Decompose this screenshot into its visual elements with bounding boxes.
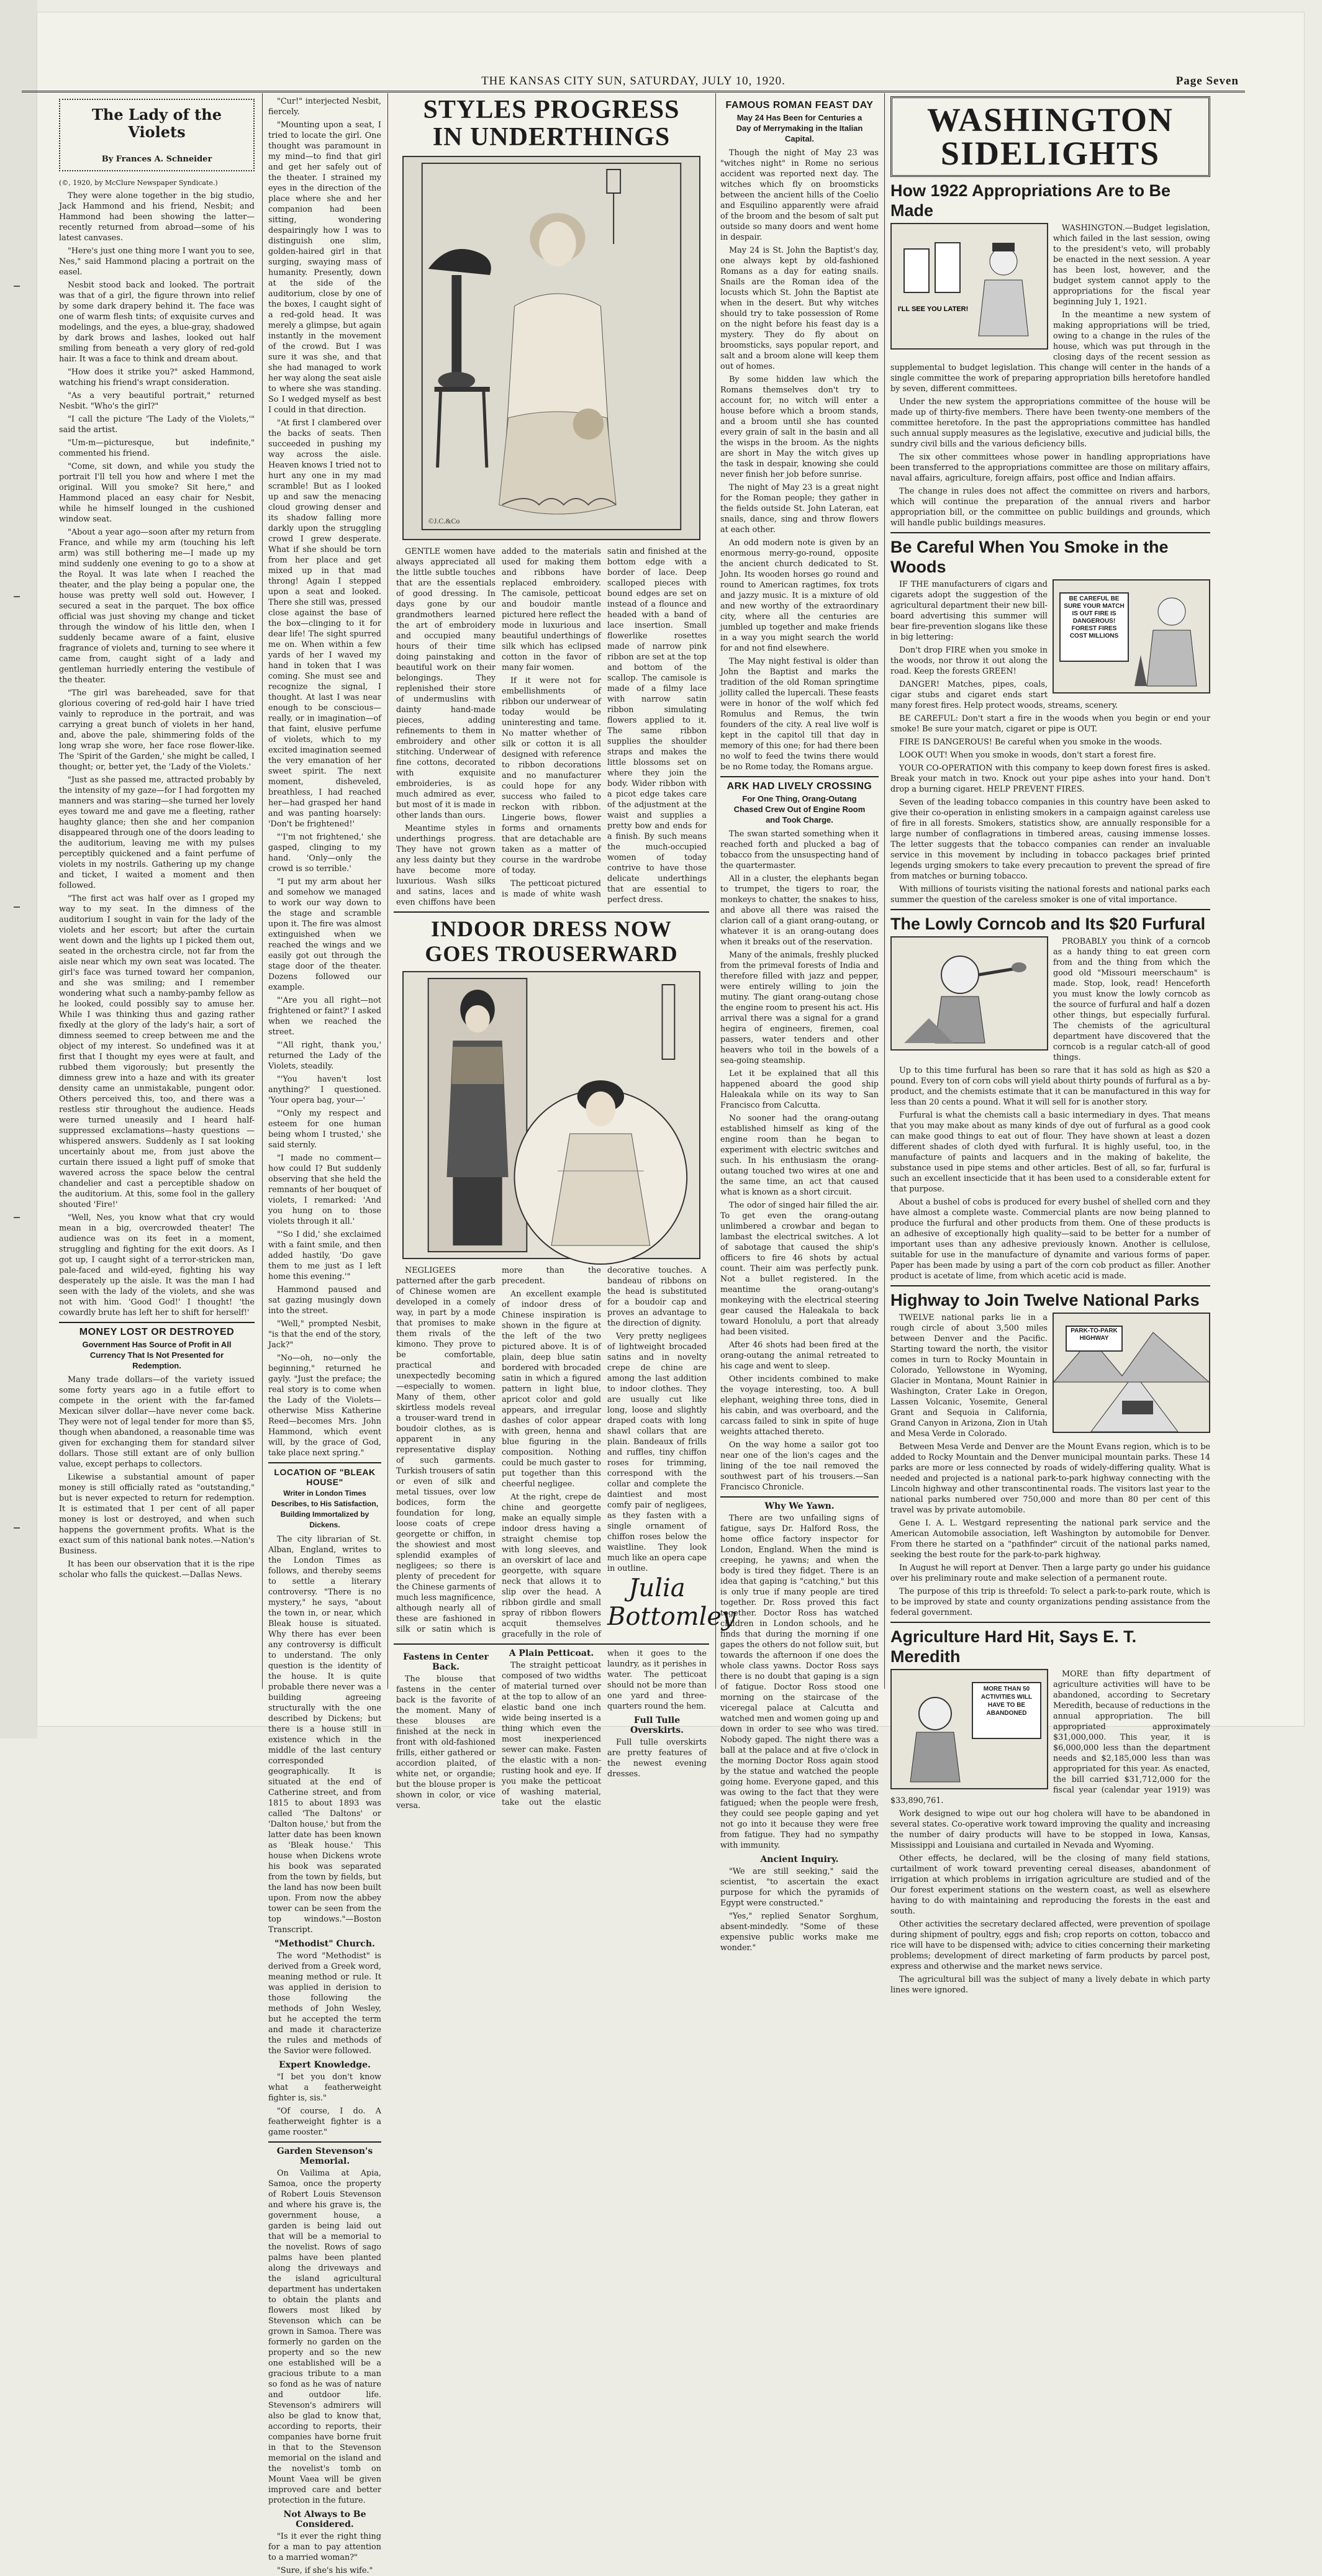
paragraph: GENTLE women have always appreciated all the little subtle touches that are the essentials of good dressing. In days gone by our grandmothers learned the art of embroidery and occupied many hours of their time doing painstaking and beautiful work on their belongings. They replenished their store of undermuslins with dainty hand-made pieces, adding refinements to them in embroidery and other stitching. Underwear of fine cottons, decorated with exquisite embroideries, is as much admired as ever, but most of it is made in other lands than ours. bbox=[396, 547, 496, 820]
paragraph: "Of course, I do. A featherweight fighter is a game rooster." bbox=[268, 2107, 381, 2137]
title-line-2: SIDELIGHTS bbox=[940, 135, 1161, 172]
paragraph: With millions of tourists visiting the national forests and national parks each summer the question of the careless smoker is one of vital importance. bbox=[890, 885, 1210, 905]
negligee-illustration bbox=[402, 971, 700, 1259]
ark-body bbox=[720, 829, 879, 1493]
column-3 bbox=[394, 96, 736, 1810]
paragraph: "I put my arm about her and somehow we managed to work our way down to the stage and scramble upon it. The fire was almost extinguished when we reached the wings and we easily got out through the stage door of the theater. Dozens followed our example. bbox=[268, 877, 381, 992]
indoor-body bbox=[394, 1265, 736, 1640]
paragraph: Very pretty negligees of lightweight brocaded satins and in novelty crepe de chine are among the last addition to indoor clothes. They are usually cut like long, loose and slightly draped coats with long shawl collars that are plain. Bandeaux of frills and ruffles, tiny chiffon roses for trimming, correspond with the collar and complete the daintiest and most comfy pair of negligees, as they fasten with a single ornament of chiffon roses below the waistline. They look much like an opera cape in outline. bbox=[607, 1332, 707, 1573]
masthead-title: THE KANSAS CITY SUN, SATURDAY, JULY 10, 1920. bbox=[481, 75, 786, 88]
paragraph: The change in rules does not affect the committee on rivers and harbors, which will continue the preparation of the annual rivers and harbor appropriation bill, or the committee on public buildings and grounds, which will handle public buildings measures. bbox=[890, 487, 1210, 528]
roman-subhead: May 24 Has Been for Centuries a Day of Merrymaking in the Italian Capital. bbox=[736, 113, 863, 143]
paragraph: Between Mesa Verde and Denver are the Mount Evans region, which is to be added to Rocky Mountain and the Denver municipal mountain parks. These 14 parks are more or less connected by roads of widely-differing quality. What is needed and projected is a national park-to-park highway connecting with the Lincoln highway and other transcontinental roads. The visitors last year to the national parks numbered over 750,000 and more than 80 per cent of this travel was by private automobile. bbox=[890, 1442, 1210, 1515]
paragraph: In the meantime a new system of making appropriations will be tried, owing to a change in the rules of the house, which was put through in the closing days of the recent session as supplemental to budget legislation. This change will center in the hands of a single committee the work of preparing appropriation bills heretofore handled by seven, different committees. bbox=[890, 310, 1210, 394]
paragraph: Meantime styles in underthings progress. They have not grown any less dainty but they have become more luxurious. Wash silks and satins, laces and even chiffons have been added to the materials used for making them and ribbons have replaced embroidery. The camisole, petticoat and boudoir mantle pictured here reflect the mode in luxurious and beautiful underthings of silk which has eclipsed cotton in the favor of many fair women. bbox=[396, 547, 601, 907]
bleak-house-subhead: Writer in London Times Describes, to His Satisfaction, Building Immortalized by Dickens. bbox=[271, 1489, 379, 1529]
ark-headline: ARK HAD LIVELY CROSSING bbox=[727, 781, 872, 792]
paragraph: "Yes," replied Senator Sorghum, absent-mindedly. "Some of these expensive public works make me wonder." bbox=[720, 1912, 879, 1953]
paragraph: The purpose of this trip is threefold: To select a park-to-park route, which is to be improved by state and county organizations pending assistance from the federal government. bbox=[890, 1587, 1210, 1617]
roman-headline: FAMOUS ROMAN FEAST DAY bbox=[725, 100, 874, 111]
plain-petticoat-body: The straight petticoat composed of two widths of material turned over at the top to allow of an elastic band one inch wide being inserted is a thing which even the most inexperienced sewer can make. Fasten the elastic with a non-rusting hook and eye. If you make the petticoat of washing material, take out the elastic when it goes to the laundry, as it perishes in water. The petticoat should not be more than one yard and three-quarters round the hem. bbox=[502, 1649, 707, 1807]
bottom-notes bbox=[394, 1648, 709, 1811]
paragraph: About a bushel of cobs is produced for every bushel of shelled corn and they have almost a complete waste. Commercial plants are now being planned to produce the furfural and other products from them. One of these products is an adhesive of exceptionally high quality—said to be better for a number of important uses than any adhesive previously known. Another is cellulose, suitable for use in the manufacture of dynamite and various forms of paper. Paper has been made by using a part of the corn cob product as filler. Another product is acetate of lime, from which acetic acid is made. bbox=[890, 1198, 1210, 1281]
paragraph: Seven of the leading tobacco companies in this country have been asked to give their co-operation in enlisting smokers in a campaign against careless use of fire in all forests. Smokers, statistics show, are annually responsible for a large number of conflagrations in timbered areas, causing immense losses. The letter suggests that the tobacco companies can render an invaluable service in this movement by including in tobacco packages brief printed legends urging smokers to take every precaution to prevent the spread of fire from matches or burning tobacco. bbox=[890, 798, 1210, 881]
ancient-headline: Ancient Inquiry. bbox=[760, 1855, 839, 1864]
styles-headline: STYLES PROGRESS IN UNDERTHINGS bbox=[423, 96, 680, 151]
paragraph: There are two unfailing signs of fatigue, says Dr. Halford Ross, the home office factory inspector for London, England. When the mind is creeping, he yawns; and when the body is tired they fidget. There is an idea that gaping is "catching," but this is only true if many people are tired together. Dr. Ross proved this fact together. Doctor Ross has watched children in London schools, and he finds that during the morning if one gapes the others do not follow suit, but towards the afternoon if one does the whole class yawns. Doctor Ross says there is no doubt that gaping is a sign of fatigue. Doctor Ross stood one morning on the staircase of the viceregal palace at Calcutta and watched men and women going up and down in order to see who was tired. Nobody gaped. The night there was a ball at the palace and at five o'clock in the morning Doctor Ross again stood by the statue and watched the people going home. Everyone gaped, and this was owing to the fact that they were fatigued; when the people were fresh, they could see people gaping and yet not go into it because they were free from fatigue. They had no sympathy with immunity. bbox=[720, 1514, 879, 1850]
paragraph: "'I'm not frightened,' she gasped, clinging to my hand. 'Only—only the crowd is so terrible.' bbox=[268, 833, 381, 874]
paragraph: "Um-m—picturesque, but indefinite," commented his friend. bbox=[59, 438, 255, 458]
paragraph: WASHINGTON.—Budget legislation, which failed in the last session, owing to the president's veto, will probably be enacted in the next session. A year has been lost, however, and the budget system cannot apply to the appropriations for the fiscal year beginning July 1, 1921. bbox=[1053, 224, 1210, 307]
paragraph: The city librarian of St. Alban, England, writes to the London Times as follows, and thereby seems to settle a literary controversy. "There is no mystery," he says, "about the town in, or near, which Bleak house is situated. Why there has ever been any controversy is difficult to understand. The only question is the identity of the house. It is quite probable there never was a building agreeing structurally with the one described by Dickens; but there is a house still in existence which in the middle of the last century corresponded geographically. It is situated at the end of Catherine street, and from 1815 to about 1893 was called 'The Daltons' or 'Dalton house,' but from the latter date has been known as 'Bleak house.' This house when Dickens wrote his book was separated from the town by fields, but the land has now been built upon. From now the abbey tower can be seen from the top windows."—Boston Transcript. bbox=[268, 1535, 381, 1935]
paragraph: FIRE IS DANGEROUS! Be careful when you smoke in the woods. bbox=[899, 738, 1162, 747]
expert-body bbox=[268, 2072, 381, 2138]
paragraph: BE CAREFUL: Don't start a fire in the woods when you begin or end your smoke! Be sure your match, cigaret or pipe is OUT. bbox=[890, 714, 1210, 734]
not-always-body bbox=[268, 2531, 381, 2576]
paragraph: Other incidents combined to make the voyage interesting, too. A bull elephant, weighing three tons, died in his cabin, and was overboard, and the carcass failed to sink in spite of huge weights attached thereto. bbox=[720, 1375, 879, 1437]
washington-sidelights-title bbox=[890, 96, 1210, 177]
highway-sign: PARK-TO-PARK HIGHWAY bbox=[1071, 1327, 1118, 1342]
paragraph: "Cur!" interjected Nesbit, fiercely. bbox=[268, 97, 381, 117]
tulle-body: Full tulle overskirts are pretty features of the newest evening dresses. bbox=[607, 1738, 707, 1779]
paragraph: Other effects, he declared, will be the closing of many field stations, curtailment of work toward preventing cereal diseases, abandonment of irrigation at which problems in irrigation agriculture are studied and of the Our forest experiment stations on the western coast, as well as elsewhere having to do with maintaining and reproducing the forests in the east and south. bbox=[890, 1854, 1210, 1916]
paragraph: "At first I clambered over the backs of seats. Then succeeded in pushing my way across the aisle. Heaven knows I tried not to hurt any one in my mad scramble! But as I looked up and saw the menacing cloud growing denser and its shadow falling more darkly upon the struggling crowd I grew desperate. What if she should be torn from her place and get mixed up in that mad throng! Again I stepped upon a seat and looked. There she still was, pressed close against the base of the box—clinging to it for dear life! The sight spurred me on. When within a few yards of her I waved my hand in token that I was coming. She must see and recognize the signal, I thought. At last I was near enough to be conscious—really, or in imagination—of that faint, elusive perfume of violets, which to my excited imagination seemed the very emanation of her sweet spirit. The next moment, disheveled, breathless, I had reached her—had grasped her hand and was panting hoarsely: 'Don't be frightened!' bbox=[268, 418, 381, 829]
paragraph: "Come, sit down, and while you study the portrait I'll tell you how and where I met the original. Will you smoke? Sit here," and Hammond placed an easy chair for Nesbit, while he himself lounged in the cushioned window seat. bbox=[59, 462, 255, 524]
fastens-headline: Fastens in Center Back. bbox=[403, 1652, 489, 1672]
agriculture-sign: MORE THAN 50 ACTIVITIES WILL HAVE TO BE ABANDONED bbox=[980, 1686, 1033, 1717]
paragraph: Under the new system the appropriations committee of the house will be made up of thirty-five members. There have been twenty-one members of the committee heretofore. In the past the appropriations committee has handled such annual supply measures as the legislative, executive and judicial bills, the sundry civil bills and the various deficiency bills. bbox=[890, 397, 1210, 449]
paragraph: Many trade dollars—of the variety issued some forty years ago in a futile effort to compete in the orient with the far-famed Mexican silver dollar—have never come back. They were not of legal tender for more than $5, though when abandoned, a reasonable time was given for exchanging them for standard silver dollars. Those still extant are of only bullion value, except perhaps to collectors. bbox=[59, 1375, 255, 1469]
paragraph: They were alone together in the big studio, Jack Hammond and his friend, Nesbit; and Hammond had been showing the latter—recently returned from abroad—some of his latest canvases. bbox=[59, 191, 255, 243]
paragraph: On the way home a sailor got too near one of the lion's cages and the lining of the toe nail removed the southwest part of his trousers.—San Francisco Chronicle. bbox=[720, 1440, 879, 1492]
paragraph: "I call the picture 'The Lady of the Violets,'" said the artist. bbox=[59, 415, 255, 435]
appropriations-headline: How 1922 Appropriations Are to Be Made bbox=[890, 181, 1171, 220]
yawn-body bbox=[720, 1513, 879, 1851]
tulle-headline: Full Tulle Overskirts. bbox=[630, 1715, 684, 1735]
paragraph: LOOK OUT! When you smoke in woods, don't start a forest fire. bbox=[899, 751, 1156, 760]
agriculture-headline: Agriculture Hard Hit, Says E. T. Meredith bbox=[890, 1627, 1137, 1666]
paragraph: MORE than fifty department of agriculture activities will have to be abandoned, according to Secretary Meredith, because of reductions in the annual appropriation. The bill appropriated approximately $31,000,000. This year, it is $6,000,000 less than the department needs and $2,185,000 less than was appropriated for this year. As enacted, the bill carried $31,712,000 for the fiscal year (calendar year 1919) was $33,890,761. bbox=[890, 1670, 1210, 1805]
paragraph: "Here's just one thing more I want you to see, Nes," said Hammond placing a portrait on the easel. bbox=[59, 246, 255, 277]
corncob-cartoon bbox=[890, 936, 1048, 1051]
highway-headline: Highway to Join Twelve National Parks bbox=[890, 1291, 1200, 1309]
paragraph: PROBABLY you think of a corncob as a handy thing to eat green corn from and the thing from which the good old "Missouri meerschaum" is made. Stop, look, read! Henceforth you must know the lowly corncob as the source of furfural and half a dozen other things, but especially furfural. The chemists of the agricultural department have discovered that the corncob is a regular catch-all of good things. bbox=[1053, 937, 1210, 1062]
fastens-body: The blouse that fastens in the center back is the favorite of the moment. Many of these blouses are finished at the neck in front with old-fashioned frills, either gathered or accordion plaited, of white net, or organdie; but the blouse proper is shown in color, or vice versa. bbox=[396, 1674, 496, 1810]
paragraph: No sooner had the orang-outang established himself as king of the engine room than he began to experiment with electric switches and such. In his enthusiasm the orang-outang touched two wires at one and the same time, an act that caused what is known as a short circuit. bbox=[720, 1114, 879, 1197]
illustration-credit: ©J.C.&Co bbox=[428, 516, 460, 526]
signature: Julia Bottomley bbox=[607, 1574, 736, 1631]
paragraph: An excellent example of indoor dress of Chinese inspiration is shown in the figure at the left of the two pictured above. It is of plain, deep blue satin bordered with brocaded satin in which a figured pattern in light blue, apricot color and gold appears, and irregular dashes of color appear with green, henna and blue figuring in the composition. Nothing could be much gaster to put together than this cheerful negligee. bbox=[502, 1290, 601, 1489]
agriculture-cartoon bbox=[890, 1669, 1048, 1789]
paragraph: Don't drop FIRE when you smoke in the woods, nor throw it out along the road. Keep the forests GREEN! bbox=[890, 646, 1048, 676]
column-4 bbox=[720, 96, 879, 1953]
paragraph: The night of May 23 is a great night for the Roman people; they gather in the fields outside St. John Lateran, eat snails, dance, sing and throw flowers at each other. bbox=[720, 483, 879, 535]
bleak-house-body bbox=[268, 1534, 381, 1935]
paragraph: After 46 shots had been fired at the orang-outang the animal retreated to his cage and went to sleep. bbox=[720, 1340, 879, 1371]
story-title-box bbox=[59, 99, 255, 171]
roman-body bbox=[720, 148, 879, 772]
title-line-1: WASHINGTON bbox=[926, 101, 1174, 138]
money-subhead: Government Has Source of Profit in All Currency That Is Not Presented for Redemption. bbox=[82, 1340, 232, 1370]
careful-headline: Be Careful When You Smoke in the Woods bbox=[890, 538, 1169, 576]
highway-cartoon bbox=[1053, 1313, 1210, 1433]
paragraph: An odd modern note is given by an enormous merry-go-round, opposite the ancient church dedicated to St. John. Its wooden horses go round and round to American ragtimes, fox trots and jazzy music. It is a mixture of old and new worthy of the extraordinary city, where all the centuries are jumbled up together and make friends in a way you might search the world for and not find elsewhere. bbox=[720, 538, 879, 653]
page-binding bbox=[0, 0, 37, 1738]
paragraph: Hammond paused and sat gazing musingly down into the street. bbox=[268, 1285, 381, 1316]
ark-subhead: For One Thing, Orang-Outang Chased Crew Out of Engine Room and Took Charge. bbox=[733, 794, 866, 825]
column-1 bbox=[59, 96, 255, 1711]
masthead bbox=[22, 73, 1245, 93]
paragraph: The petticoat pictured is made of white wash satin and finished at the bottom edge with a border of lace. Deep scalloped pieces with bound edges are set on instead of a flounce and headed with a band of lace insertion. Small flowerlike rosettes made of narrow pink ribbon are set at the top and bottom of the scallop. The camisole is made of a filmy lace with narrow satin ribbon simulating flowers applied to it. The same ribbon supplies the shoulder straps and makes the little blossoms set on where they join the body. Wider ribbon with a picot edge takes care of the adjustment at the waist and supplies a pretty bow and ends for a finish. By such means the much-occupied women of today contrive to have those delicate underthings that are essential to perfect dress. bbox=[502, 547, 707, 905]
warning-sign: BE CAREFUL BE SURE YOUR MATCH IS OUT FIRE IS DANGEROUS! FOREST FIRES COST MILLIONS bbox=[1064, 595, 1125, 639]
paragraph: "The girl was bareheaded, save for that glorious covering of red-gold hair I have tried vainly to reproduce in the portrait, and was carrying a great bunch of violets in her hand, and, above the pale, shimmering folds of the long wrap she wore, her face rose flower-like. The 'Spirit of the Garden,' she might be called, I thought; or, better yet, the 'Lady of the Violets.' bbox=[59, 689, 255, 772]
paragraph: Nesbit stood back and looked. The portrait was that of a girl, the figure thrown into relief by some dark drapery behind it. The face was one of warm flesh tints; of exquisite curves and modelings, and the eyes, a blue-gray, shadowed by dark brows and lashes, looked out half smiling from beneath a very glory of red-gold hair. It was a face to think and dream about. bbox=[59, 281, 255, 364]
appropriations-cartoon bbox=[890, 223, 1048, 350]
expert-headline: Expert Knowledge. bbox=[279, 2060, 371, 2070]
paragraph: NEGLIGEES patterned after the garb of Chinese women are developed in a comely way, in part by a mode that promises to make them rivals of the kimono. They prove to be comfortable, practical and unexpectedly becoming—especially to women. Many of them, other skirtless models reveal a trouser-ward trend in boudoir clothes, as is apparent in any representative display of such garments. Turkish trousers of satin or even of silk and metal tissues, over low bodices, form the foundation for long, loose coats of crepe georgette or chiffon, in the showiest and most splendid examples of negligees; so there is plenty of precedent for the Chinese garments of much less magnificence, although nearly all of these are fashioned in silk or satin which is more than the precedent. bbox=[396, 1266, 601, 1634]
paragraph: Gene I. A. L. Westgard representing the national park service and the American Automobile association, left Washington by automobile for Denver. From there he started on a "pathfinder" circuit of the national parks named, seeking the best route for the park-to-park highway. bbox=[890, 1519, 1210, 1560]
paragraph: "As a very beautiful portrait," returned Nesbit. "Who's the girl?" bbox=[59, 391, 255, 411]
story-byline: By Frances A. Schneider bbox=[101, 155, 212, 164]
paragraph: "How does it strike you?" asked Hammond, watching his friend's wrapt consideration. bbox=[59, 368, 255, 387]
paragraph: May 24 is St. John the Baptist's day, one always kept by old-fashioned Romans as a day for eating snails. Snails are the Roman idea of the locusts which St. John the Baptist ate when in the desert. But why witches should try to take possession of Rome on the night before his feast day is a mystery. They do fly about on broomsticks, says popular report, and salt and a broom alone will keep them out of homes. bbox=[720, 246, 879, 371]
corncob-headline: The Lowly Corncob and Its $20 Furfural bbox=[890, 915, 1206, 933]
story-title: The Lady of the Violets bbox=[92, 106, 222, 141]
bleak-house-headline: LOCATION OF "BLEAK HOUSE" bbox=[274, 1467, 376, 1487]
lingerie-illustration bbox=[402, 156, 700, 540]
money-headline: MONEY LOST OR DESTROYED bbox=[79, 1327, 235, 1337]
paragraph: "No—oh, no—only the beginning," returned he gayly. "Just the preface; the real story is to come when the Lady of the Violets—otherwise Miss Katherine Reed—becomes Mrs. John Hammond, which event will, by the grace of God, take place next spring." bbox=[268, 1354, 381, 1458]
paragraph: "Just as she passed me, attracted probably by the intensity of my gaze—for I had forgotten my manners and was staring—she turned her lovely eyes toward me and gave me a fleeting, rather haughty glance; then she and her companion disappeared through one of the doors leading to the auditorium, leaving me with my pulses perceptibly quickened and a faint perfume of violets in my nostrils. Gathering up my change and ticket, I waited a moment and then followed. bbox=[59, 775, 255, 890]
paragraph: "'You haven't lost anything?' I questioned. 'Your opera bag, your—' bbox=[268, 1075, 381, 1105]
garden-body: On Vailima at Apia, Samoa, once the property of Robert Louis Stevenson and where his grave is, the government house, a garden is being laid out that will be a memorial to the novelist. Rows of sago palms have been planted along the driveways and the island agricultural department has undertaken to obtain the plants and flowers most liked by Stevenson which can be grown in Samoa. There was formerly no garden on the property and so the new one established will be a gracious tribute to a man so fond as he was of nature and outdoor life. Stevenson's admirers will also be glad to know that, according to reports, their companies have borne fruit in that to the Stevenson memorial on the island and the novelist's tomb on Mount Vaea will be given improved care and better protection in the future. bbox=[268, 2169, 381, 2505]
paragraph: YOUR CO-OPERATION with this company to keep down forest fires is asked. Break your match in two. Knock out your pipe ashes into your hand. Don't drop a burning cigaret. HELP PREVENT FIRES. bbox=[890, 764, 1210, 794]
cartoon-caption: I'LL SEE YOU LATER! bbox=[898, 305, 969, 313]
paragraph: "Well," prompted Nesbit, "is that the end of the story, Jack?" bbox=[268, 1319, 381, 1350]
paragraph: TWELVE national parks lie in a rough circle of about 3,500 miles between Denver and the Pacific. Starting toward the north, the visitor comes in turn to Rocky Mountain in Colorado, Yellowstone in Wyoming, Glacier in Montana, Mount Rainier in Washington, Crater Lake in Oregon, Lassen Volcanic, Yosemite, General Grant and Sequoia in California, Grand Canyon in Arizona, Zion in Utah and Mesa Verde in Colorado. bbox=[890, 1313, 1048, 1439]
story-body bbox=[59, 191, 255, 1318]
ancient-body bbox=[720, 1866, 879, 1953]
plain-petticoat-headline: A Plain Petticoat. bbox=[509, 1648, 594, 1658]
paragraph: The agricultural bill was the subject of many a lively debate in which party lines were ignored. bbox=[890, 1975, 1210, 1995]
methodist-body: The word "Methodist" is derived from a Greek word, meaning method or rule. It was applied in derision to those following the methods of John Wesley, but he accepted the term and made it characterize the rules and methods of the Savior were followed. bbox=[268, 1951, 381, 2056]
paragraph: Though the night of May 23 was "witches night" in Rome no serious accident was reported next day. The witches which fly on broomsticks between the ancient hills of the Coelio and Esquilino apparently were afraid of the broom and the besom of salt put outside so many doors and went home in despair. bbox=[720, 148, 879, 242]
paragraph: Up to this time furfural has been so rare that it has sold as high as $20 a pound. Every ton of corn cobs will yield about thirty pounds of furfural as a by-product, and the chemists estimate that it can be manufactured in this way for less than 20 cents a pound. What it will sell for is another story. bbox=[890, 1066, 1210, 1107]
paragraph: Work designed to wipe out our hog cholera will have to be abandoned in several states. Co-operative work toward improving the quality and increasing the number of dairy products will have to be stopped in Iowa, Kansas, Mississippi and Louisiana and curtailed in Nevada and Wyoming. bbox=[890, 1809, 1210, 1850]
paragraph: "About a year ago—soon after my return from France, and while my arm (touching his left arm) was still bothering me—I made up my mind suddenly one evening to go to a show at the Royal. It was late when I reached the theater, and the play being a popular one, the house was pretty well sold out. However, I secured a seat in the parquet. The box office official was just shoving my change and ticket through the window of his little den, when I suddenly became aware of a faint, elusive fragrance of violets and, turning to see where it came from, caught sight of a lady and gentleman hurriedly entering the vestibule of the theater. bbox=[59, 528, 255, 685]
paragraph: The swan started something when it reached forth and plucked a bag of tobacco from the unsuspecting hand of the quartermaster. bbox=[720, 829, 879, 870]
paragraph: Furfural is what the chemists call a basic intermediary in dyes. That means that you may make about as many kinds of dye out of furfural as a good cook can make good things to eat out of flour. They have shown at least a dozen different shades of cloth dyed with furfural. It is highly useful, too, in the manufacture of paints and lacquers and in the making of bakelite, the substance used in pipe stems and other articles. Best of all, so far, furfural is such an excellent insecticide that it has been used to a considerable extent for that purpose. bbox=[890, 1111, 1210, 1194]
paragraph: By some hidden law which the Romans themselves don't try to account for, no witch will enter a house before which a broom stands, and a broom until she has counted every grain of salt in the basin and all the wisps in the broom. As the nights are short in May the witch gives up the task in despair, knowing she could never finish her job before sunrise. bbox=[720, 375, 879, 479]
paragraph: The May night festival is older than John the Baptist and marks the tradition of the old Roman springtime jollity called the lupercali. These feasts were in honor of the wolf which fed Romulus and Remus, the twin founders of the city. A real live wolf is kept in the capitol till that day in memory of this one; for had there been no wolf to feed the twins there would be no Rome today, the Romans argue. bbox=[720, 657, 879, 772]
column-2 bbox=[268, 96, 381, 2575]
methodist-headline: "Methodist" Church. bbox=[274, 1939, 375, 1949]
paragraph: "I made no comment—how could I? But suddenly observing that she held the remnants of her bouquet of violets, I remarked: 'And you hung on to those violets through it all.' bbox=[268, 1154, 381, 1226]
paragraph: "Is it ever the right thing for a man to pay attention to a married woman?" bbox=[268, 2532, 381, 2562]
paragraph: The odor of singed hair filled the air. To get even the orang-outang unlimbered a crowbar and began to lambast the electrical switches. A lot of sabotage that caused the ship's officers to fire 46 shots by actual count. Their aim was perfectly punk. Not a bullet registered. In the meantime the orang-outang's monkeying with the electrical steering gear caused the Haleakala to back toward Honolulu, a port that already had been visited. bbox=[720, 1201, 879, 1337]
money-body bbox=[59, 1375, 255, 1580]
paragraph: All in a cluster, the elephants began to trumpet, the tigers to roar, the monkeys to chatter, the snakes to hiss, and above all there was raised the clarion call of a giant orang-outang, or whatever it is an orang-outang does when it breaks out of the reservation. bbox=[720, 874, 879, 947]
paragraph: If it were not for embellishments of ribbon our underwear of today would be uninteresting and tame. No matter whether of silk or cotton it is all designed with reference to ribbon decorations and no manufacturer could hope for any success who failed to reckon with ribbon. Lingerie bows, flower forms and ornaments that are detachable are taken as a matter of course in the wardrobe of today. bbox=[502, 676, 601, 875]
paragraph: "We are still seeking," said the scientist, "to ascertain the exact purpose for which the pyramids of Egypt were constructed." bbox=[720, 1867, 879, 1908]
paragraph: "The first act was half over as I groped my way to my seat. In the dimness of the auditorium I sought in vain for the lady of the violets and her escort; but after the curtain went down and the lights up I picked them out, seated in the orchestra circle, not far from the aisle near which my own seat was located. The girl's face was turned toward her companion, and she was smiling; and I remember wondering what such a namby-pamby fellow as he looked, could possibly say to amuse her. While I was thinking thus and gazing rather fixedly at the glory of the lady's hair, a sort of dimness seemed to creep between me and the object of my interest. So undefined was it at first that I thought my eyes were at fault, and rubbed them vigorously; but presently the dimness grew into a haze and with its greater density came an unmistakable, pungent odor. Others perceived this, too, and there was a restless stir throughout the audience. Heads were turned uneasily and I heard half-suppressed exclamations—hasty questions — whispered answers. Suddenly as I sat looking uncertainly about me, from just above the curtain there issued a light puff of smoke that wavered across the space below the central chandelier and cast a perceptible shadow on the auditorium. At this, some fool in the gallery shouted 'Fire!' bbox=[59, 894, 255, 1209]
forest-fire-cartoon bbox=[1053, 579, 1210, 694]
column-5 bbox=[890, 96, 1210, 1995]
story-continuation bbox=[268, 96, 381, 1458]
paragraph: "Mounting upon a seat, I tried to locate the girl. One thought was paramount in my mind—to find that girl and get her safely out of the theater. I strained my eyes in the direction of the place where she and her companion had been sitting, wondering despairingly how I was to distinguish one slim, golden-haired girl in that surging, swaying mass of humanity. Presently, down at the side of the auditorium, close by one of the boxes, I caught sight of a red-gold head. It was merely a glimpse, but again instantly in the movement of the crowd. But I was sure it was she, and that she had managed to work her way along the seat aisle to where she was standing. So I wedged myself as best I could in that direction. bbox=[268, 120, 381, 415]
paragraph: "'So I did,' she exclaimed with a faint smile, and then added hastily, 'Do gave them to me just as I left home this evening.'" bbox=[268, 1230, 381, 1281]
paragraph: Many of the animals, freshly plucked from the primeval forests of India and therefore filled with jazz and pepper, were entirely willing to join the mutiny. The giant orang-outang chose the engine room to present his act. His arrival there was a signal for a grand hegira of engineers, firemen, coal passers, water tenders and other heavers who toil in the bowels of a sea-going steamship. bbox=[720, 951, 879, 1065]
paragraph: "'All right, thank you,' returned the Lady of the Violets, steadily. bbox=[268, 1041, 381, 1071]
paragraph: IF THE manufacturers of cigars and cigarets adopt the suggestion of the agricultural department their new bill-board advertising this summer will bear fire-prevention slogans like these in big lettering: bbox=[890, 580, 1048, 642]
paragraph: Other activities the secretary declared affected, were prevention of spoilage during shipment of poultry, eggs and fish; crop reports on cotton, tobacco and rice will have to be dispensed with; advice to cities concerning their marketing problems; development of direct marketing of farm products by parcel post, express and otherwise and the market news service. bbox=[890, 1920, 1210, 1971]
page-number: Page Seven bbox=[1175, 75, 1239, 88]
paragraph: "Sure, if she's his wife." bbox=[277, 2566, 373, 2575]
paragraph: Let it be explained that all this happened aboard the good ship Haleakala while on its way to San Francisco from Calcutta. bbox=[720, 1069, 879, 1110]
paragraph: At the right, crepe de chine and georgette make an equally simple indoor dress having a straight chemise top with long sleeves, and an overskirt of lace and georgette, with square neck that allows it to slip over the head. A ribbon girdle and small spray of ribbon flowers acquit themselves gracefully in the role of decorative touches. A bandeau of ribbons on the head is substituted for a boudoir cap and proves an advantage to the direction of dignity. bbox=[502, 1266, 707, 1639]
styles-body bbox=[394, 546, 709, 908]
indoor-headline: INDOOR DRESS NOW GOES TROUSERWARD bbox=[425, 916, 678, 966]
paragraph: Likewise a substantial amount of paper money is still officially rated as "outstanding," but is never expected to return for redemption. It is estimated that 1 per cent of all paper money is lost or destroyed, and when such happens the government profits. What is the exact sum of this national bank notes.—Nation's Business. bbox=[59, 1473, 255, 1556]
yawn-headline: Why We Yawn. bbox=[764, 1501, 835, 1511]
not-always-headline: Not Always to Be Considered. bbox=[283, 2510, 366, 2529]
paragraph: In August he will report at Denver. Then a large party go under his guidance over his preliminary route and make selection of a permanent route. bbox=[890, 1563, 1210, 1583]
paragraph: "'Only my respect and esteem for one human being whom I trusted,' she said sternly. bbox=[268, 1109, 381, 1150]
paragraph: DANGER! Matches, pipes, coals, cigar stubs and cigaret ends start many forest fires. Help protect woods, streams, scenery. bbox=[890, 680, 1118, 710]
paragraph: "'Are you all right—not frightened or faint?' I asked when we reached the street. bbox=[268, 996, 381, 1037]
paragraph: It has been our observation that it is the ripe scholar who falls the quickest.—Dallas News. bbox=[59, 1560, 255, 1579]
paragraph: "I bet you don't know what a featherweight fighter is, sis." bbox=[268, 2072, 381, 2103]
garden-headline: Garden Stevenson's Memorial. bbox=[276, 2146, 373, 2166]
copyright-line: (©, 1920, by McClure Newspaper Syndicate.) bbox=[59, 179, 218, 187]
paragraph: The six other committees whose power in handling appropriations have been transferred to the appropriations committee are those on military affairs, naval affairs, agriculture, foreign affairs, post office and Indian affairs. bbox=[890, 453, 1210, 483]
paragraph: "Well, Nes, you know what that cry would mean in a big, overcrowded theater! The audience was on its feet in a moment, struggling and fighting for the exit doors. As I got up, I caught sight of a terror-stricken man, pale-faced and wild-eyed, fighting his way desperately up the aisle. It was the man I had seen with the lady of the violets, and she was not with him. 'Good God!' I thought! 'the cowardly brute has left her to shift for herself!' bbox=[59, 1213, 255, 1317]
